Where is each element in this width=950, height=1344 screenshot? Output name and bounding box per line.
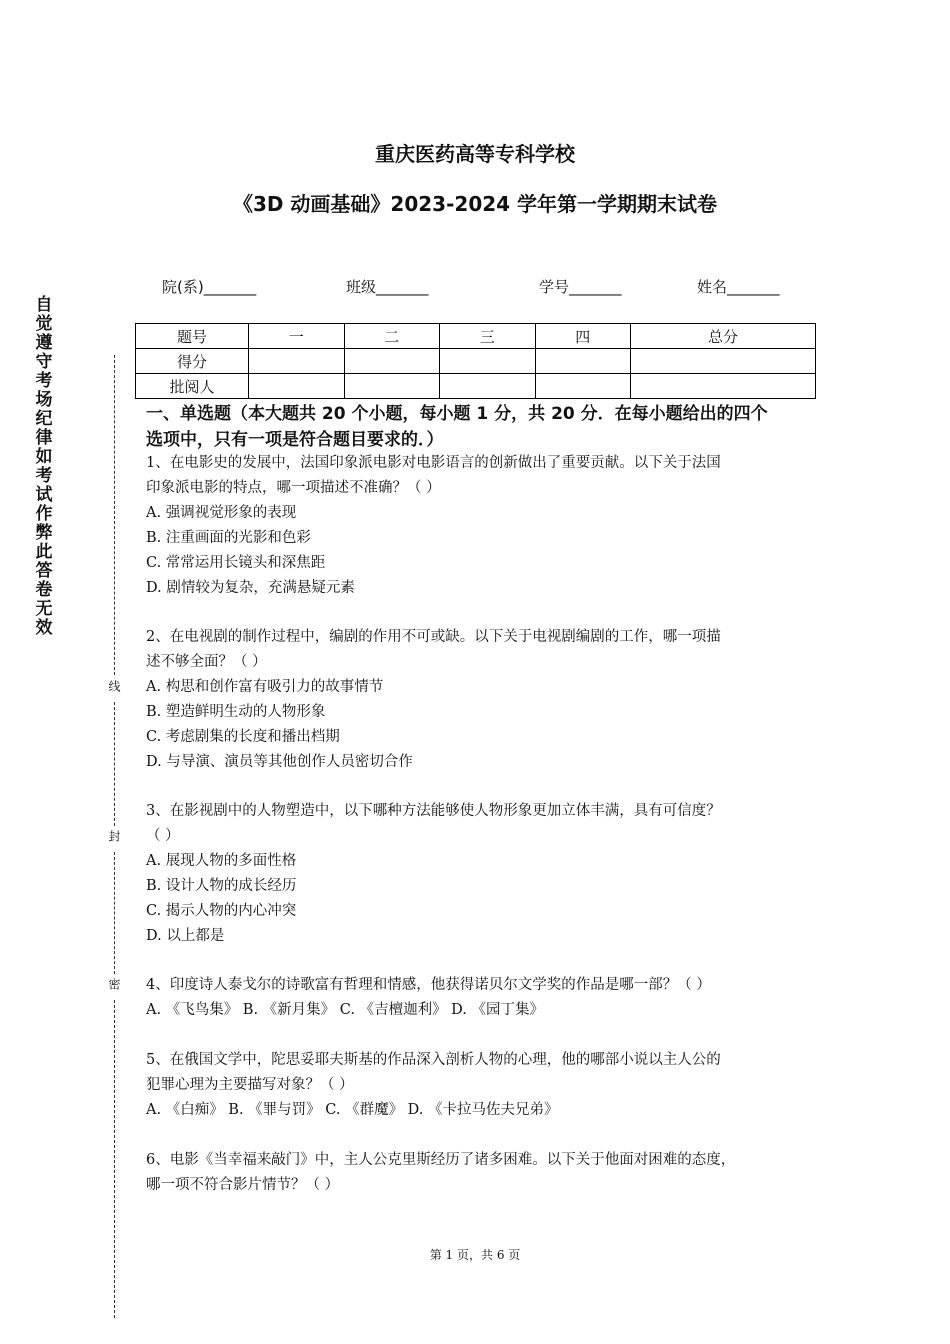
student-id-field: 学号_______ [539,278,622,296]
section-heading [146,401,818,453]
table-cell [249,349,345,374]
question-stem: 4、印度诗人泰戈尔的诗歌富有哲理和情感，他获得诺贝尔文学奖的作品是哪一部？（ ） [146,977,711,993]
section-heading-line: 一、单选题（本大题共 20 个小题，每小题 1 分，共 20 分．在每小题给出的四个 [146,404,768,424]
name-field: 姓名_______ [697,278,780,296]
class-field: 班级_______ [346,278,429,296]
option: B. 设计人物的成长经历 [146,878,297,894]
option: C. 常常运用长镜头和深焦距 [146,555,326,571]
question-stem: 2、在电视剧的制作过程中，编剧的作用不可或缺。以下关于电视剧编剧的工作，哪一项描 [146,629,721,645]
exam-title: 《3D 动画基础》2023-2024 学年第一学期期末试卷 [232,192,718,216]
school-name: 重庆医药高等专科学校 [375,142,575,166]
question-5 [146,1048,814,1123]
table-cell [440,374,536,399]
option: C. 考虑剧集的长度和播出档期 [146,729,340,745]
question-stem: （ ） [146,828,180,844]
exam-discipline-notice: 自觉遵守考场纪律如考试作弊此答卷无效 [35,295,53,638]
question-2 [146,625,814,775]
score-table [135,323,816,399]
binding-dash-line [114,355,115,675]
page-number: 第 1 页，共 6 页 [429,1248,521,1262]
table-row [136,349,816,374]
option: D. 以上都是 [146,928,225,944]
option: A. 强调视觉形象的表现 [146,505,297,521]
option: B. 塑造鲜明生动的人物形象 [146,704,326,720]
table-cell: 四 [535,324,631,349]
table-cell [440,349,536,374]
table-cell [344,374,440,399]
table-cell: 一 [249,324,345,349]
option: D. 剧情较为复杂，充满悬疑元素 [146,580,355,596]
section-heading-line: 选项中，只有一项是符合题目要求的．） [146,430,444,450]
binding-dash-line [114,852,115,974]
table-cell [631,349,816,374]
question-stem: 6、电影《当幸福来敲门》中，主人公克里斯经历了诸多困难。以下关于他面对困难的态度， [146,1152,736,1168]
department-field: 院(系)_______ [162,278,257,296]
question-stem: 印象派电影的特点，哪一项描述不准确？（ ） [146,480,441,496]
table-cell [535,374,631,399]
binding-label-seal: 封 [107,830,121,842]
table-row [136,324,816,349]
question-stem: 5、在俄国文学中，陀思妥耶夫斯基的作品深入剖析人物的心理，他的哪部小说以主人公的 [146,1052,721,1068]
table-cell: 总分 [631,324,816,349]
binding-dash-line [114,1000,115,1318]
question-stem: 1、在电影史的发展中，法国印象派电影对电影语言的创新做出了重要贡献。以下关于法国 [146,455,721,471]
question-stem: 述不够全面？（ ） [146,654,267,670]
question-1 [146,451,814,601]
option: B. 注重画面的光影和色彩 [146,530,311,546]
question-6 [146,1148,814,1198]
table-cell: 批阅人 [136,374,249,399]
option: A. 展现人物的多面性格 [146,853,297,869]
question-stem: 哪一项不符合影片情节？（ ） [146,1177,340,1193]
table-cell: 二 [344,324,440,349]
table-row [136,374,816,399]
table-cell [344,349,440,374]
table-cell [535,349,631,374]
option: A. 《白痴》 B. 《罪与罚》 C. 《群魔》 D. 《卡拉马佐夫兄弟》 [146,1102,559,1118]
binding-label-close: 密 [107,978,121,990]
question-3 [146,799,814,949]
table-cell [631,374,816,399]
table-cell [249,374,345,399]
option: A. 构思和创作富有吸引力的故事情节 [146,679,384,695]
option: A. 《飞鸟集》 B. 《新月集》 C. 《吉檀迦利》 D. 《园丁集》 [146,1002,545,1018]
binding-label-line: 线 [107,680,121,692]
question-4 [146,973,814,1023]
table-cell: 三 [440,324,536,349]
option: D. 与导演、演员等其他创作人员密切合作 [146,754,413,770]
question-stem: 3、在影视剧中的人物塑造中，以下哪种方法能够使人物形象更加立体丰满，具有可信度？ [146,803,721,819]
option: C. 揭示人物的内心冲突 [146,903,297,919]
binding-dash-line [114,702,115,826]
table-cell: 得分 [136,349,249,374]
table-cell: 题号 [136,324,249,349]
question-stem: 犯罪心理为主要描写对象？（ ） [146,1077,354,1093]
